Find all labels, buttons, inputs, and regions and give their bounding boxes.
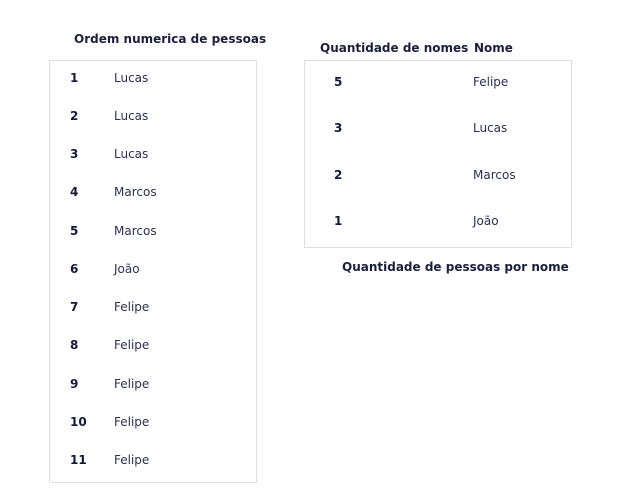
row-name: Marcos xyxy=(473,168,516,182)
row-name: João xyxy=(114,262,140,276)
row-count: 5 xyxy=(334,75,343,89)
row-count: 3 xyxy=(334,121,343,135)
people-order-table xyxy=(49,60,257,483)
table-row xyxy=(50,453,256,473)
name-column-header: Nome xyxy=(474,41,513,55)
table-row xyxy=(50,147,256,167)
row-name: Felipe xyxy=(114,453,150,467)
row-number: 6 xyxy=(70,262,79,276)
name-count-table xyxy=(304,60,572,248)
table-row xyxy=(50,71,256,91)
row-number: 5 xyxy=(70,224,79,238)
row-number: 1 xyxy=(70,71,79,85)
table-row xyxy=(50,109,256,129)
table-row xyxy=(305,121,571,141)
row-number: 9 xyxy=(70,377,79,391)
table-row xyxy=(305,75,571,95)
row-number: 3 xyxy=(70,147,79,161)
row-number: 4 xyxy=(70,185,79,199)
row-name: Felipe xyxy=(114,415,150,429)
row-name: Lucas xyxy=(114,147,149,161)
table-row xyxy=(50,262,256,282)
row-name: João xyxy=(473,214,499,228)
table-row xyxy=(305,168,571,188)
row-number: 11 xyxy=(70,453,87,467)
row-name: Lucas xyxy=(473,121,508,135)
table-row xyxy=(50,300,256,320)
table-row xyxy=(50,377,256,397)
row-name: Marcos xyxy=(114,185,157,199)
name-count-caption: Quantidade de pessoas por nome xyxy=(342,260,569,274)
row-number: 10 xyxy=(70,415,87,429)
row-name: Felipe xyxy=(114,300,150,314)
table-row xyxy=(305,214,571,234)
row-number: 8 xyxy=(70,338,79,352)
row-name: Felipe xyxy=(114,377,150,391)
row-name: Felipe xyxy=(114,338,150,352)
table-row xyxy=(50,415,256,435)
table-row xyxy=(50,224,256,244)
row-count: 2 xyxy=(334,168,343,182)
row-name: Lucas xyxy=(114,71,149,85)
row-number: 7 xyxy=(70,300,79,314)
table-row xyxy=(50,185,256,205)
row-name: Felipe xyxy=(473,75,509,89)
quantity-column-header: Quantidade de nomes xyxy=(320,41,469,55)
row-name: Marcos xyxy=(114,224,157,238)
row-number: 2 xyxy=(70,109,79,123)
table-row xyxy=(50,338,256,358)
people-order-title: Ordem numerica de pessoas xyxy=(74,32,267,46)
row-name: Lucas xyxy=(114,109,149,123)
row-count: 1 xyxy=(334,214,343,228)
